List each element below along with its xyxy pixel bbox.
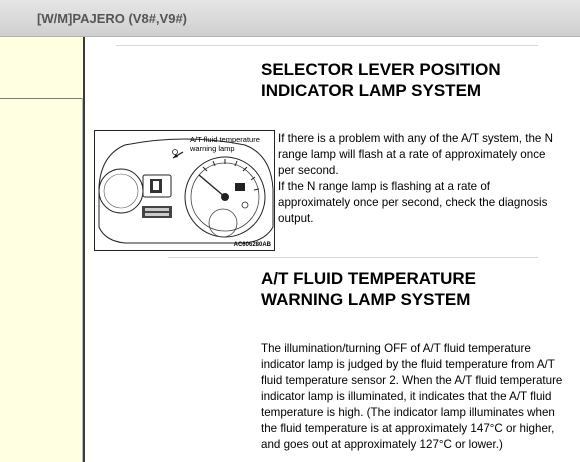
paragraph-line: range lamp will flash at a rate of approximately once	[278, 148, 546, 161]
section1-paragraph	[278, 131, 553, 227]
paragraph-line: indicator lamp is judged by the fluid temperature from A/T	[261, 358, 555, 371]
section2-heading-line: WARNING LAMP SYSTEM	[261, 290, 471, 309]
navigation-pane[interactable]	[0, 37, 85, 462]
section2-paragraph	[261, 341, 562, 453]
paragraph-line: the fluid temperature is at approximately 147°C or higher,	[261, 422, 555, 435]
window-title: [W/M]PAJERO (V8#,V9#)	[37, 11, 188, 26]
figure-label: A/T fluid temperature	[190, 135, 260, 144]
section1-heading-line: SELECTOR LEVER POSITION	[261, 60, 501, 79]
paragraph-line: approximately once per second, check the diagnosis	[278, 196, 548, 209]
section2-heading	[261, 268, 476, 310]
section2-heading-line: A/T FLUID TEMPERATURE	[261, 269, 477, 288]
figure-label: warning lamp	[190, 144, 235, 153]
section1-heading-line: INDICATOR LAMP SYSTEM	[261, 81, 482, 100]
instrument-cluster-drawing	[95, 131, 275, 251]
paragraph-line: indicator lamp is illuminated, it indicates that the A/T fluid	[261, 390, 552, 403]
paragraph-line: and goes out at approximately 127°C or lower.)	[261, 438, 503, 451]
paragraph-line: fluid temperature sensor 2. When the A/T fluid temperature	[261, 374, 563, 387]
top-rule	[116, 45, 538, 46]
pane-divider	[0, 98, 83, 99]
pane-border	[82, 98, 83, 462]
title-bar	[0, 0, 580, 37]
instrument-cluster-figure	[94, 130, 275, 251]
section1-heading	[261, 59, 501, 101]
paragraph-line: temperature is high. (The indicator lamp illuminates when	[261, 406, 555, 419]
paragraph-line: output.	[278, 212, 314, 225]
paragraph-line: The illumination/turning OFF of A/T fluid temperature	[261, 342, 531, 355]
paragraph-line: per second.	[278, 164, 339, 177]
section-rule	[168, 257, 538, 258]
paragraph-line: If there is a problem with any of the A/T system, the N	[278, 132, 553, 145]
paragraph-line: If the N range lamp is flashing at a rate of	[278, 180, 491, 193]
figure-code: AC606280AB	[233, 242, 271, 248]
